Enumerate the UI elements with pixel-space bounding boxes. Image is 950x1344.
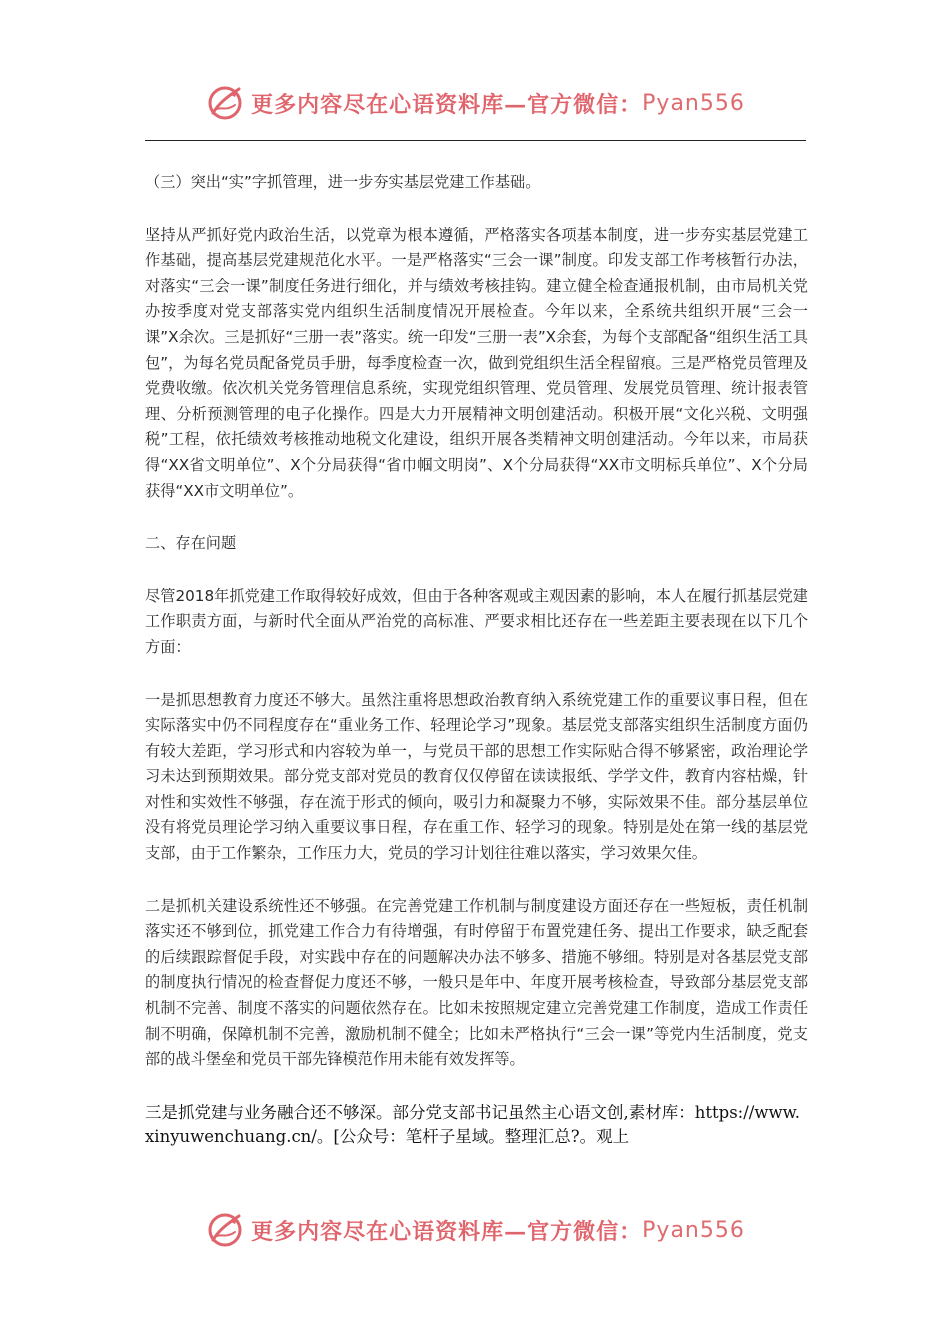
wechat-id: Pyan556 [642, 1217, 745, 1243]
problems-title: 二、存在问题 [145, 534, 237, 553]
pen-signature-logo-icon [205, 83, 245, 123]
header-divider [145, 140, 806, 141]
header-banner [0, 78, 950, 128]
problem-1: 一是抓思想教育力度还不够大。虽然注重将思想政治教育纳入系统党建工作的重要议事日程，但在实际落实中仍不同程度存在“重业务工作、轻理论学习”现象。基层党支部落实组织生活制度方面仍有较大差距，学习形式和内容较为单一，与党员干部的思想工作实际贴合得不够紧密，政治理论学习未达到预期效果。部分党支部对党员的教育仅仅停留在读读报纸、学学文件，教育内容枯燥，针对性和实效性不够强，存在流于形式的倾向，吸引力和凝聚力不够，实际效果不佳。部分基层单位没有将党员理论学习纳入重要议事日程，存在重工作、轻学习的现象。特别是处在第一线的基层党支部，由于工作繁杂，工作压力大，党员的学习计划往往难以落实，学习效果欠佳。 [145, 690, 808, 863]
problem-3: 三是抓党建与业务融合还不够深。部分党支部书记虽然主心语文创,素材库：https://www.xinyuwenchuang.cn/。[公众号：笔杆子星域。整理汇总?。观上 [145, 1102, 800, 1146]
footer-banner [0, 1205, 950, 1255]
wechat-id: Pyan556 [642, 90, 745, 116]
banner-text: 更多内容尽在心语资料库—官方微信： [251, 91, 643, 118]
banner-text: 更多内容尽在心语资料库—官方微信： [251, 1218, 643, 1245]
problem-2: 二是抓机关建设系统性还不够强。在完善党建工作机制与制度建设方面还存在一些短板，责任机制落实还不够到位，抓党建工作合力有待增强，有时停留于布置党建任务、提出工作要求，缺乏配套的后续跟踪督促手段，对实践中存在的问题解决办法不够多、措施不够细。特别是对各基层党支部的制度执行情况的检查督促力度还不够，一般只是年中、年度开展考核检查，导致部分基层党支部机制不完善、制度不落实的问题依然存在。比如未按照规定建立完善党建工作制度，造成工作责任制不明确，保障机制不完善，激励机制不健全；比如未严格执行“三会一课”等党内生活制度，党支部的战斗堡垒和党员干部先锋模范作用未能有效发挥等。 [145, 896, 808, 1069]
section-3-body: 坚持从严抓好党内政治生活，以党章为根本遵循，严格落实各项基本制度，进一步夯实基层党建工作基础，提高基层党建规范化水平。一是严格落实“三会一课”制度。印发支部工作考核暂行办法，对落实“三会一课”制度任务进行细化，并与绩效考核挂钩。建立健全检查通报机制，由市局机关党办按季度对党支部落实党内组织生活制度情况开展检查。今年以来，全系统共组织开展“三会一课”X余次。三是抓好“三册一表”落实。统一印发“三册一表”X余套，为每个支部配备“组织生活工具包”，为每名党员配备党员手册，每季度检查一次，做到党组织生活全程留痕。三是严格党员管理及党费收缴。依次机关党务管理信息系统，实现党组织管理、党员管理、发展党员管理、统计报表管理、分析预测管理的电子化操作。四是大力开展精神文明创建活动。积极开展“文化兴税、文明强税”工程，依托绩效考核推动地税文化建设，组织开展各类精神文明创建活动。今年以来，市局获得“XX省文明单位”、X个分局获得“省巾帼文明岗”、X个分局获得“XX市文明标兵单位”、X个分局获得“XX市文明单位”。 [145, 225, 808, 500]
section-title-3: （三）突出“实”字抓管理，进一步夯实基层党建工作基础。 [145, 173, 541, 191]
document-body [145, 170, 808, 1165]
pen-signature-logo-icon [205, 1210, 245, 1250]
problems-intro: 尽管2018年抓党建工作取得较好成效，但由于各种客观或主观因素的影响，本人在履行抓基层党建工作职责方面，与新时代全面从严治党的高标准、严要求相比还存在一些差距主要表现在以下几个方面： [145, 586, 808, 656]
